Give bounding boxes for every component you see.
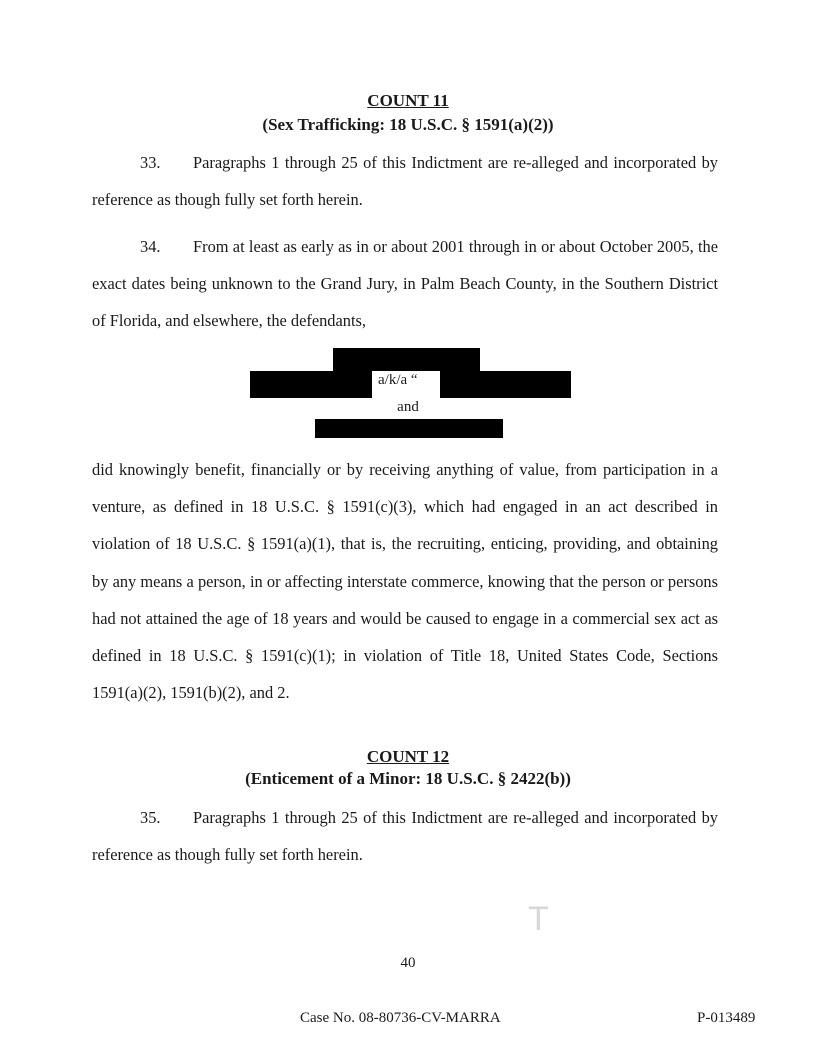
and-label: and [397, 399, 419, 415]
paragraph-34-continued: did knowingly benefit, financially or by receiving anything of value, from participation in a venture, as defined in 18 U.S.C. § 1591(c)(3), which had engaged in an act described in violation of 18 U.S.C. § 1591(a)(1), that is, the recruiting, enticing, providing, and obtaining by any means a person, in or affecting interstate commerce, knowing that the person or persons had not attained the age of 18 years and would be caused to engage in a commercial sex act as defined in 18 U.S.C. § 1591(c)(1); in violation of Title 18, United States Code, Sections 1591(a)(2), 1591(b)(2), and 2. [92, 460, 718, 703]
count-11-subtitle: (Sex Trafficking: 18 U.S.C. § 1591(a)(2)) [262, 115, 554, 134]
redaction-box [440, 371, 571, 398]
count-12-title: COUNT 12 [366, 747, 450, 766]
paragraph-33 [92, 144, 718, 218]
paragraph-number: 35. [140, 808, 161, 827]
paragraph-text: Paragraphs 1 through 25 of this Indictment are re-alleged and incorporated by reference as though fully set forth herein. [92, 153, 718, 210]
redaction-box [333, 348, 480, 371]
count-12-subtitle: (Enticement of a Minor: 18 U.S.C. § 2422(b)) [245, 769, 571, 788]
paragraph-number: 34. [140, 237, 161, 256]
paragraph-text: From at least as early as in or about 2001 through in or about October 2005, the exact dates being unknown to the Grand Jury, in Palm Beach County, in the Southern District of Florida, and elsewhere, the defendants, [92, 237, 718, 331]
paragraph-35 [92, 799, 718, 873]
paragraph-text: Paragraphs 1 through 25 of this Indictment are re-alleged and incorporated by reference as though fully set forth herein. [92, 808, 718, 865]
count-11-title: COUNT 11 [367, 91, 449, 110]
page-number: 40 [400, 955, 416, 971]
aka-label: a/k/a “ [378, 372, 418, 388]
paragraph-number: 33. [140, 153, 161, 172]
redaction-box [315, 419, 503, 438]
bates-number: P-013489 [697, 1010, 756, 1026]
paragraph-34 [92, 228, 718, 340]
redaction-box [250, 371, 372, 398]
scan-artifact: T [528, 900, 549, 938]
case-number: Case No. 08-80736-CV-MARRA [300, 1010, 501, 1026]
